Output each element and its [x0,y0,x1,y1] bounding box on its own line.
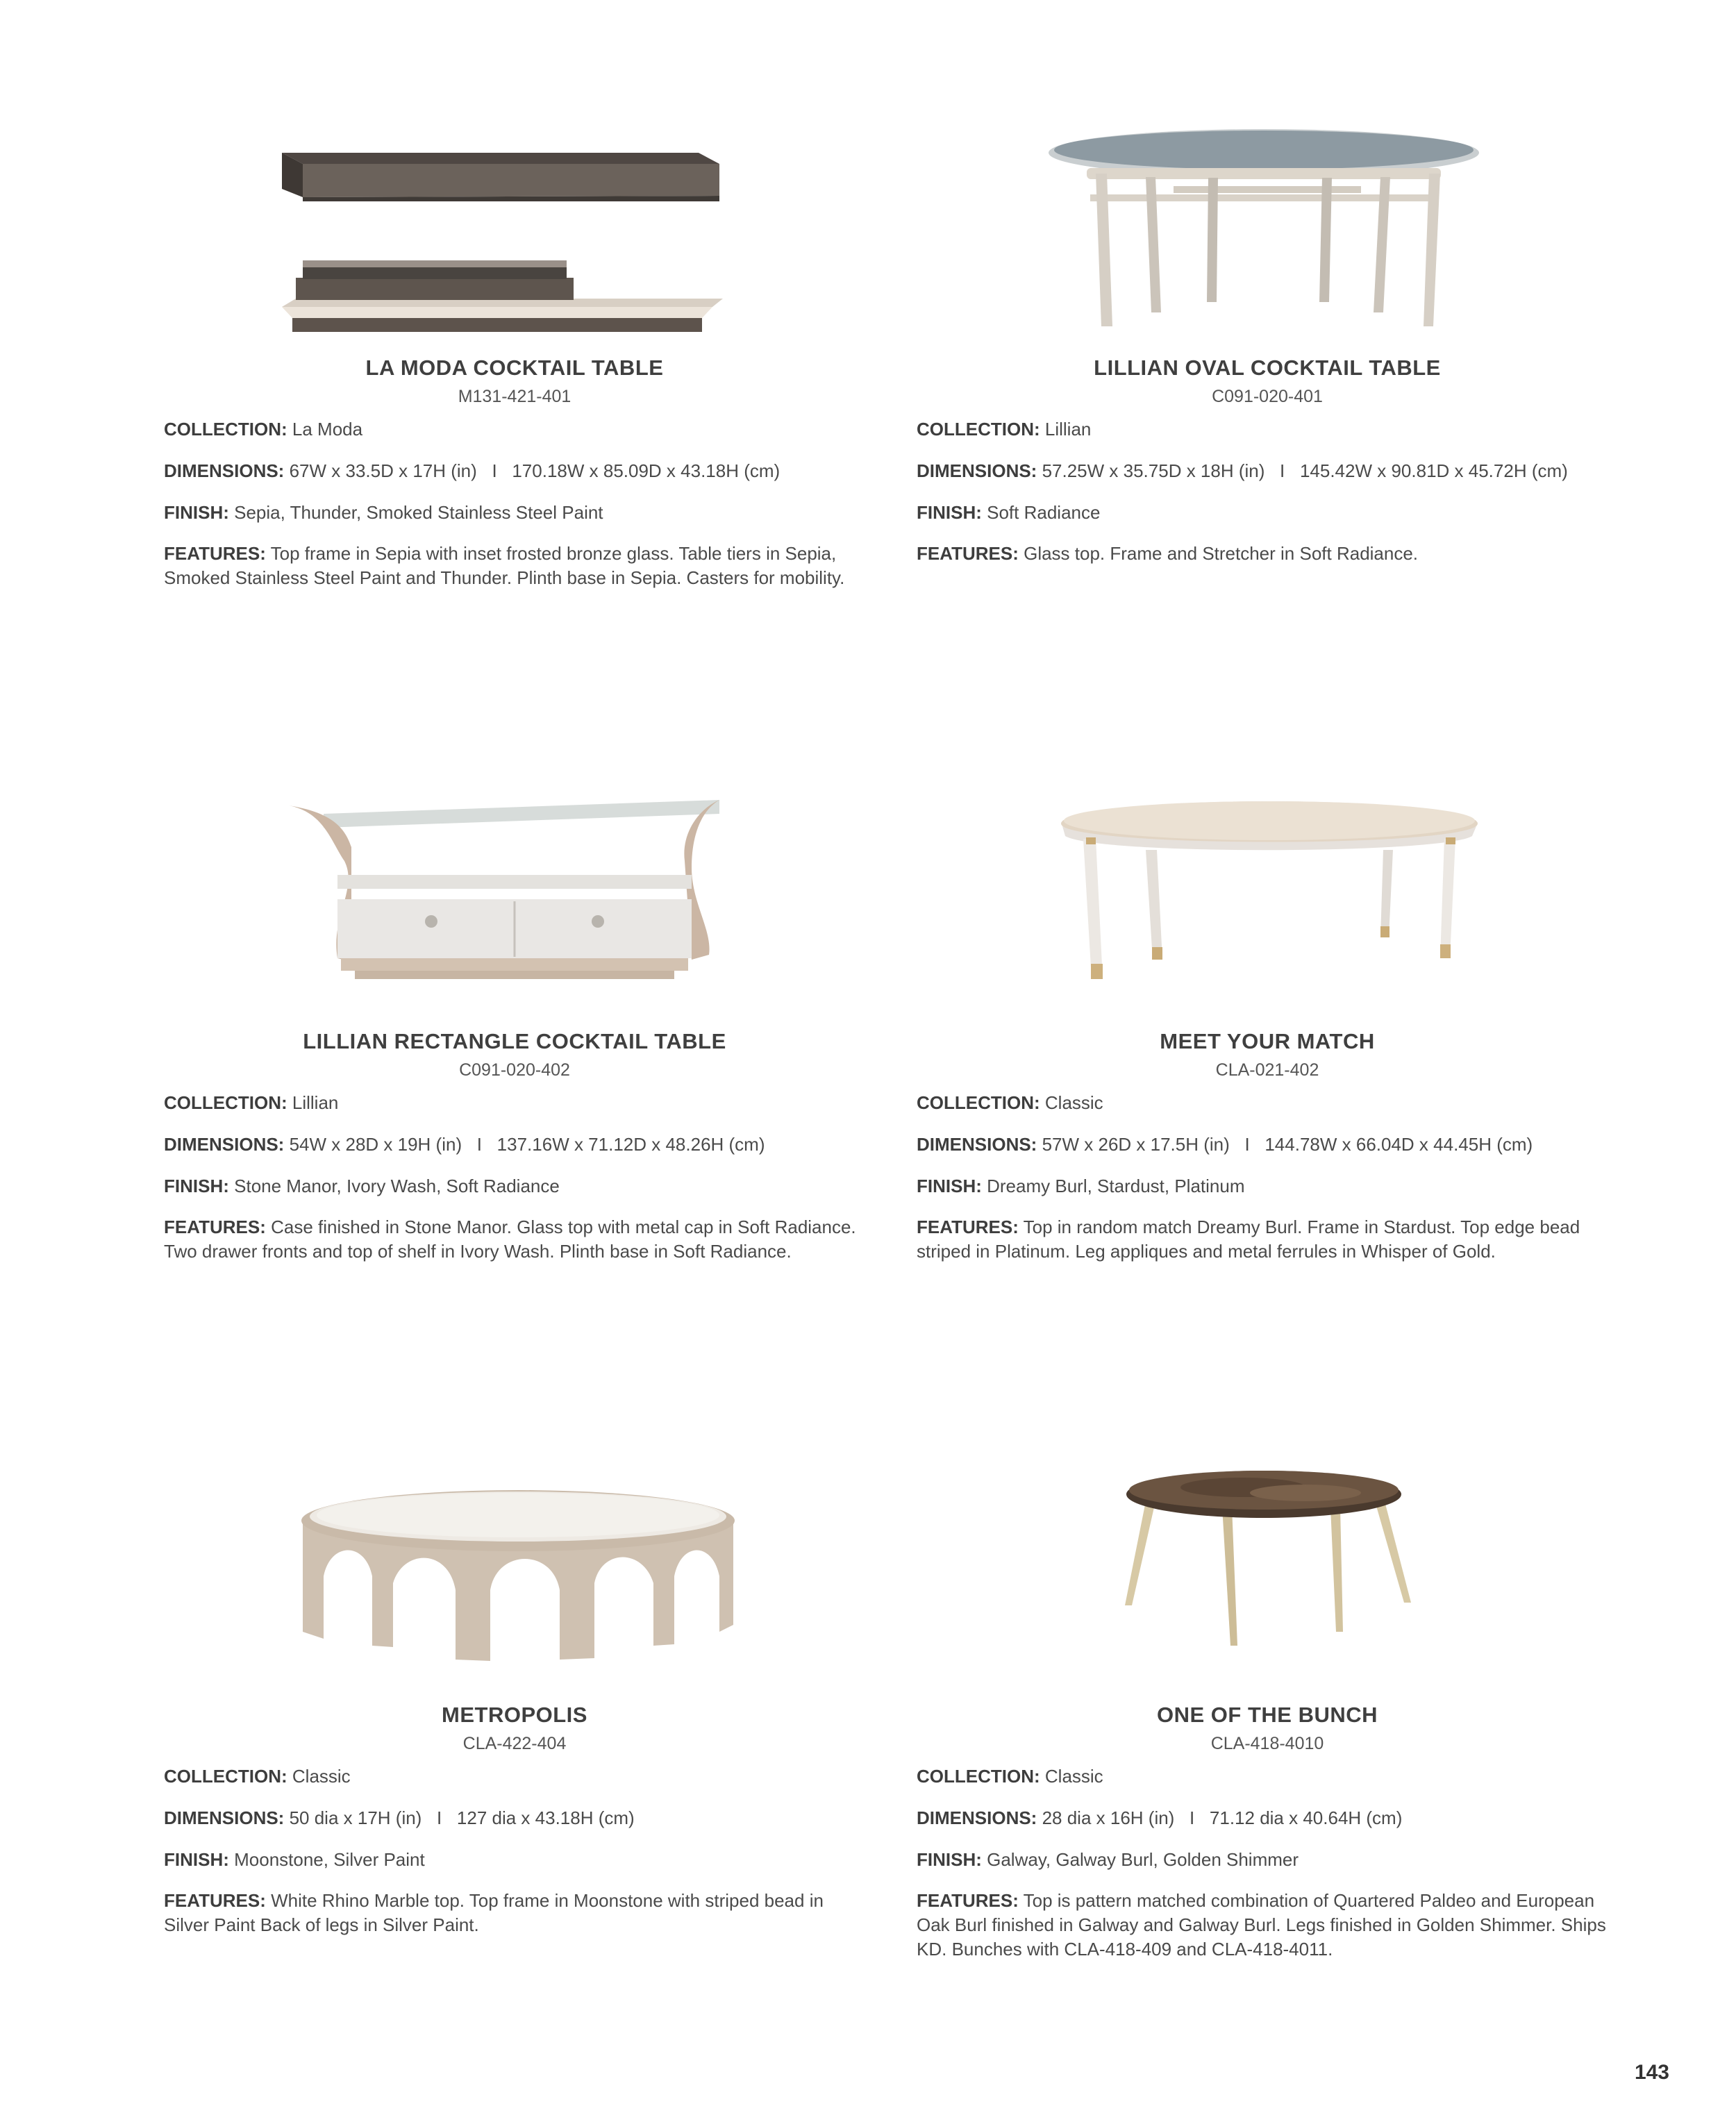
collection-value: Classic [1044,1766,1103,1787]
product-title: LA MODA COCKTAIL TABLE [365,356,664,380]
page-number: 143 [1634,2061,1669,2084]
dimensions-line [164,458,865,483]
features-line [917,1215,1618,1264]
product-title: LILLIAN OVAL COCKTAIL TABLE [1094,356,1441,380]
dimensions-line [917,1805,1618,1830]
finish-label: FINISH: [917,502,982,523]
finish-label: FINISH: [164,1176,229,1196]
collection-label: COLLECTION: [917,419,1040,440]
product-image-lillian-rectangle [164,778,865,1014]
dimensions-label: DIMENSIONS: [164,1134,285,1155]
finish-value: Dreamy Burl, Stardust, Platinum [987,1176,1245,1196]
features-value: Top frame in Sepia with inset frosted bronze glass. Table tiers in Sepia, Smoked Stainless Steel Paint and Thunder. Plinth base in Sepia. Casters for mobility. [164,543,845,588]
product-sku: C091-020-402 [459,1060,570,1080]
product-image-lillian-oval [917,104,1618,340]
features-label: FEATURES: [164,1890,266,1911]
features-value: Case finished in Stone Manor. Glass top with metal cap in Soft Radiance. Two drawer fronts and top of shelf in Ivory Wash. Plinth base in Soft Radiance. [164,1217,856,1262]
dimensions-label: DIMENSIONS: [917,1134,1037,1155]
product-title: ONE OF THE BUNCH [1157,1703,1378,1727]
collection-value: La Moda [292,419,363,440]
features-line [917,542,1618,566]
product-card-meet-your-match [917,778,1618,1264]
dimensions-value: 54W x 28D x 19H (in) I 137.16W x 71.12D x 48.26H (cm) [289,1134,765,1155]
dimensions-line [164,1132,865,1157]
finish-value: Moonstone, Silver Paint [234,1849,425,1870]
finish-value: Sepia, Thunder, Smoked Stainless Steel Paint [234,502,603,523]
collection-line [164,1090,865,1115]
features-line [164,1215,865,1264]
collection-label: COLLECTION: [917,1092,1040,1113]
dimensions-value: 67W x 33.5D x 17H (in) I 170.18W x 85.09D x 43.18H (cm) [289,460,781,481]
collection-line [917,1764,1618,1789]
product-sku: CLA-418-4010 [1210,1734,1324,1753]
features-label: FEATURES: [164,543,266,564]
dimensions-value: 57W x 26D x 17.5H (in) I 144.78W x 66.04D x 44.45H (cm) [1042,1134,1533,1155]
dimensions-line [917,458,1618,483]
finish-line [917,1173,1618,1198]
collection-label: COLLECTION: [917,1766,1040,1787]
features-value: White Rhino Marble top. Top frame in Moonstone with striped bead in Silver Paint Back of legs in Silver Paint. [164,1890,824,1935]
product-card-la-moda [164,104,865,590]
dimensions-label: DIMENSIONS: [164,460,285,481]
dimensions-value: 57.25W x 35.75D x 18H (in) I 145.42W x 90.81D x 45.72H (cm) [1042,460,1568,481]
collection-line [164,1764,865,1789]
collection-label: COLLECTION: [164,419,287,440]
collection-line [917,417,1618,442]
finish-line [164,500,865,525]
features-line [164,1889,865,1937]
dimensions-label: DIMENSIONS: [917,460,1037,481]
product-card-one-of-the-bunch [917,1451,1618,1962]
collection-value: Lillian [1044,419,1092,440]
product-image-metropolis [164,1451,865,1687]
product-title: LILLIAN RECTANGLE COCKTAIL TABLE [303,1029,726,1053]
features-value: Glass top. Frame and Stretcher in Soft Radiance. [1024,543,1419,564]
finish-label: FINISH: [164,502,229,523]
product-sku: M131-421-401 [458,387,571,406]
features-value: Top is pattern matched combination of Quartered Paldeo and European Oak Burl finished in Galway and Galway Burl. Legs finished in Golden Shimmer. Ships KD. Bunches with CLA-418-409 and CLA-418-4011. [917,1890,1606,1960]
dimensions-line [164,1805,865,1830]
dimensions-label: DIMENSIONS: [917,1807,1037,1828]
product-card-metropolis [164,1451,865,1937]
product-sku: C091-020-401 [1212,387,1323,406]
finish-label: FINISH: [164,1849,229,1870]
finish-value: Galway, Galway Burl, Golden Shimmer [987,1849,1299,1870]
product-sku: CLA-422-404 [462,1734,567,1753]
finish-label: FINISH: [917,1176,982,1196]
product-sku: CLA-021-402 [1215,1060,1319,1080]
features-label: FEATURES: [917,543,1019,564]
collection-value: Lillian [292,1092,339,1113]
finish-line [164,1847,865,1872]
product-card-lillian-oval [917,104,1618,566]
finish-label: FINISH: [917,1849,982,1870]
features-value: Top in random match Dreamy Burl. Frame in Stardust. Top edge bead striped in Platinum. Leg appliques and metal ferrules in Whisper of Gold. [917,1217,1580,1262]
features-line [917,1889,1618,1962]
collection-line [917,1090,1618,1115]
finish-line [917,500,1618,525]
finish-line [164,1173,865,1198]
finish-line [917,1847,1618,1872]
collection-line [164,417,865,442]
product-image-one-of-the-bunch [917,1451,1618,1687]
dimensions-value: 50 dia x 17H (in) I 127 dia x 43.18H (cm) [289,1807,635,1828]
dimensions-label: DIMENSIONS: [164,1807,285,1828]
features-label: FEATURES: [917,1890,1019,1911]
dimensions-line [917,1132,1618,1157]
features-label: FEATURES: [164,1217,266,1237]
product-title: METROPOLIS [442,1703,587,1727]
finish-value: Soft Radiance [987,502,1101,523]
dimensions-value: 28 dia x 16H (in) I 71.12 dia x 40.64H (cm) [1042,1807,1403,1828]
finish-value: Stone Manor, Ivory Wash, Soft Radiance [234,1176,560,1196]
product-title: MEET YOUR MATCH [1160,1029,1375,1053]
collection-value: Classic [292,1766,351,1787]
product-card-lillian-rectangle [164,778,865,1264]
collection-value: Classic [1044,1092,1103,1113]
collection-label: COLLECTION: [164,1766,287,1787]
product-image-meet-your-match [917,778,1618,1014]
features-line [164,542,865,590]
features-label: FEATURES: [917,1217,1019,1237]
product-image-la-moda [164,104,865,340]
collection-label: COLLECTION: [164,1092,287,1113]
